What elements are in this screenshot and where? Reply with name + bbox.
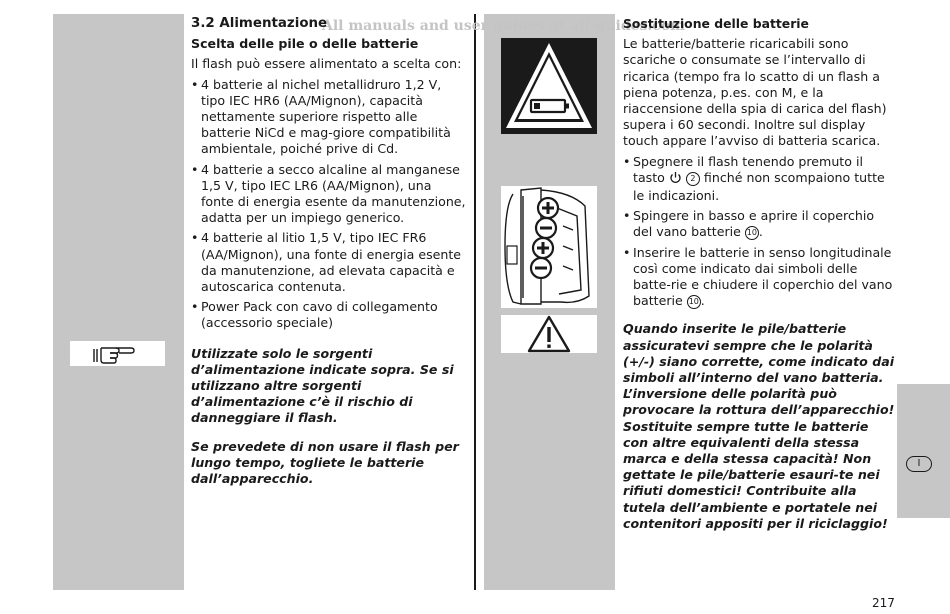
reference-number: 10 [745,226,759,240]
pointing-hand-icon [70,341,165,366]
reference-number: 2 [686,172,700,186]
right-column [623,16,896,532]
section-title: 3.2 Alimentazione [191,16,328,31]
column-divider [474,14,476,590]
left-margin-column [53,14,184,590]
warning-triangle-icon [501,315,597,353]
list-item [623,245,896,310]
battery-compartment-illustration [501,186,597,308]
list-item: • 4 batterie al litio 1,5 V, tipo IEC FR6 (AA/Mignon), una fonte di energia esente da manutenzione, ad elevata capacità e autoscarica contenuta. [191,230,466,295]
page-number: 217 [872,596,895,610]
list-item: • 4 batterie a secco alcaline al manganese 1,5 V, tipo IEC LR6 (AA/Mignon), una fonte di energia esente da manutenzione, adatta per un impiego generico. [191,162,466,227]
right-subtitle: Sostituzione delle batterie [623,16,809,31]
polarity-warning: Quando inserite le pile/batterie assicuratevi sempre che le polarità (+/-) siano corrette, come indicato dai simboli all’interno del vano batteria. L’inversione delle polarità può provocare la rottura dell’apparecchio! Sostituite sempre tutte le batterie con altre equivalenti della stessa marca e della stessa capacità! Non gettate le pile/batterie esauri-te nei rifiuti domestici! Contribuite alla tutela dell’ambiente e portatele nei contenitori appositi per il riciclaggio! [623,321,895,531]
left-column [191,16,466,487]
language-tab-label [906,456,932,472]
step-text: Spegnere il flash tenendo premuto il tasto [633,153,863,185]
storage-note: Se prevedete di non usare il flash per lungo tempo, togliete le batterie dall’apparecchio. [191,438,459,487]
step-text: Inserire le batterie in senso longitudinale così come indicato dai simboli delle batte-rie e chiudere il coperchio del vano batterie [633,244,893,309]
list-item [623,154,896,205]
left-intro: Il flash può essere alimentato a scelta con: [191,56,462,72]
replacement-steps [623,154,896,310]
side-tab [897,384,950,518]
step-text: . [700,293,705,309]
low-battery-warning-icon [501,38,597,134]
list-item: • 4 batterie al nichel metallidruro 1,2 V, tipo IEC HR6 (AA/Mignon), capacità nettamente superiore rispetto alle batterie NiCd e mag-giore compatibilità ambientale, poiché prive di Cd. [191,77,466,158]
step-text: . [758,224,763,240]
watermark: All manuals and user guides at all-guides.com [322,18,685,34]
battery-type-list [191,77,466,332]
step-text: finché non scompaiono tutte le indicazioni. [633,169,885,204]
tab-letter: I [917,458,921,469]
list-item [623,208,896,240]
left-subtitle: Scelta delle pile o delle batterie [191,36,419,52]
reference-number: 10 [687,295,701,309]
right-intro: Le batterie/batterie ricaricabili sono scariche o consumate se l’intervallo di ricarica (tempo fra lo scatto di un flash a piena potenza, p.es. con M, e la riaccensione della spia di carica del flash) supera i 60 secondi. Inoltre sul display touch appare l’avviso di batteria scarica. [623,36,887,149]
list-item: • Power Pack con cavo di collegamento (accessorio speciale) [191,299,466,331]
power-icon [669,171,682,188]
power-source-note: Utilizzate solo le sorgenti d’alimentazione indicate sopra. Se si utilizzano altre sorgenti d’alimentazione c’è il rischio di danneggiare il flash. [191,345,454,426]
step-text: Spingere in basso e aprire il coperchio del vano batterie [633,208,875,240]
